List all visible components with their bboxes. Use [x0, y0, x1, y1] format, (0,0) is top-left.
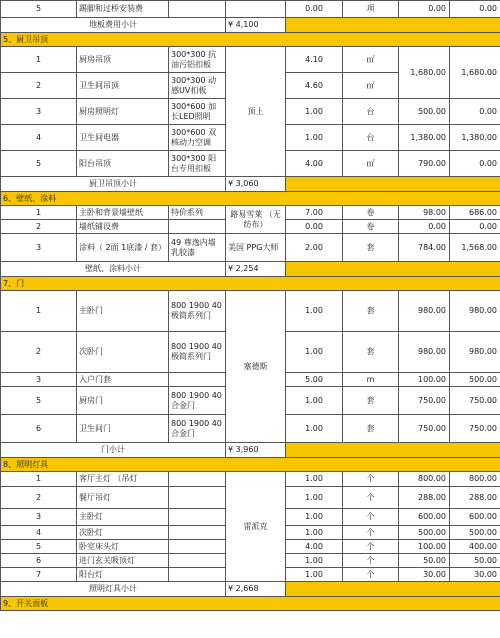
item-brand — [226, 1, 286, 18]
item-price: 790.00 — [399, 151, 450, 177]
item-price: 980.00 — [399, 291, 450, 332]
row-no: 1 — [1, 472, 77, 487]
item-price: 500.00 — [399, 526, 450, 540]
item-unit: 卷 — [343, 220, 399, 234]
item-total: 980.00 — [450, 332, 500, 373]
section-title: 9、开关面板 — [1, 597, 500, 611]
item-spec — [169, 540, 226, 554]
item-name: 阳台灯 — [77, 568, 169, 582]
section-title: 8、照明灯具 — [1, 458, 500, 472]
item-brand: 路易雪莱 （无纺布） — [226, 206, 286, 234]
item-name: 卫生间门 — [77, 415, 169, 443]
subtotal-amount: ¥ 2,668 — [226, 582, 286, 597]
item-unit: 个 — [343, 472, 399, 487]
subtotal-row — [1, 582, 500, 597]
item-qty: 2.00 — [286, 234, 343, 262]
item-unit: 卷 — [343, 206, 399, 220]
section-row — [1, 192, 500, 206]
item-price: 100.00 — [399, 540, 450, 554]
item-spec: 特价系列 — [169, 206, 226, 220]
item-price: 750.00 — [399, 415, 450, 443]
section-row — [1, 458, 500, 472]
item-qty: 1.00 — [286, 125, 343, 151]
item-total: 750.00 — [450, 387, 500, 415]
item-unit: ㎡ — [343, 151, 399, 177]
item-name: 厨房照明灯 — [77, 99, 169, 125]
item-qty: 1.00 — [286, 332, 343, 373]
item-qty: 1.00 — [286, 526, 343, 540]
item-qty: 4.10 — [286, 47, 343, 73]
row-no: 1 — [1, 291, 77, 332]
item-unit: ㎡ — [343, 73, 399, 99]
item-name: 阳台吊顶 — [77, 151, 169, 177]
row-no: 3 — [1, 373, 77, 387]
item-total: 50.00 — [450, 554, 500, 568]
row-no: 2 — [1, 220, 77, 234]
item-spec: 300*300 抗油污铝扣板 — [169, 47, 226, 73]
subtotal-amount: ¥ 3,960 — [226, 443, 286, 458]
item-price: 0.00 — [399, 220, 450, 234]
item-name: 主卧和背景墙壁纸 — [77, 206, 169, 220]
item-qty: 5.00 — [286, 373, 343, 387]
item-spec — [169, 220, 226, 234]
item-spec — [169, 554, 226, 568]
item-qty: 4.60 — [286, 73, 343, 99]
item-total: 0.00 — [450, 220, 500, 234]
item-total: 980.00 — [450, 291, 500, 332]
item-spec: 800 1900 40 合金门 — [169, 415, 226, 443]
item-spec: 300*600 加长LED照明 — [169, 99, 226, 125]
item-price: 100.00 — [399, 373, 450, 387]
section-row — [1, 597, 500, 611]
item-name: 次卧灯 — [77, 526, 169, 540]
item-name: 卫生间吊顶 — [77, 73, 169, 99]
row-no: 5 — [1, 151, 77, 177]
subtotal-amount: ¥ 3,060 — [226, 177, 286, 192]
item-price: 980.00 — [399, 332, 450, 373]
item-total: 750.00 — [450, 415, 500, 443]
item-name: 厨房吊顶 — [77, 47, 169, 73]
row-no: 2 — [1, 332, 77, 373]
item-total: 30.00 — [450, 568, 500, 582]
item-unit: 个 — [343, 554, 399, 568]
row-no: 5 — [1, 1, 77, 18]
item-name: 卧室床头灯 — [77, 540, 169, 554]
subtotal-filler — [286, 582, 500, 597]
subtotal-amount: ¥ 4,100 — [226, 18, 286, 33]
table-row — [1, 472, 500, 487]
item-spec — [169, 568, 226, 582]
item-total: 400.00 — [450, 540, 500, 554]
row-no: 3 — [1, 234, 77, 262]
item-unit: 台 — [343, 125, 399, 151]
item-spec: 300*600 双核动力空调 — [169, 125, 226, 151]
item-total: 0.00 — [450, 151, 500, 177]
item-spec — [169, 1, 226, 18]
item-qty: 1.00 — [286, 472, 343, 487]
item-total: 0.00 — [450, 1, 500, 18]
row-no: 5 — [1, 387, 77, 415]
item-qty: 1.00 — [286, 415, 343, 443]
item-qty: 7.00 — [286, 206, 343, 220]
subtotal-row — [1, 18, 500, 33]
item-price: 800.00 — [399, 472, 450, 487]
subtotal-filler — [286, 18, 500, 33]
item-price: 1,680.00 — [399, 47, 450, 99]
row-no: 4 — [1, 125, 77, 151]
section-title: 7、门 — [1, 277, 500, 291]
item-name: 厨房门 — [77, 387, 169, 415]
section-title: 6、壁纸、涂料 — [1, 192, 500, 206]
item-unit: 个 — [343, 509, 399, 526]
item-unit: m — [343, 373, 399, 387]
item-name: 主卧灯 — [77, 509, 169, 526]
item-total: 1,680.00 — [450, 47, 500, 99]
item-price: 50.00 — [399, 554, 450, 568]
item-spec: 800 1900 40 极简系列门 — [169, 332, 226, 373]
item-unit: 个 — [343, 487, 399, 509]
item-brand: 美国 PPG大师 — [226, 234, 286, 262]
item-unit: 套 — [343, 387, 399, 415]
row-no: 1 — [1, 47, 77, 73]
table-row — [1, 291, 500, 332]
item-name: 墙纸铺设费 — [77, 220, 169, 234]
item-total: 800.00 — [450, 472, 500, 487]
item-unit: 个 — [343, 540, 399, 554]
item-price: 0.00 — [399, 1, 450, 18]
item-qty: 1.00 — [286, 554, 343, 568]
item-qty: 1.00 — [286, 487, 343, 509]
item-brand: 雷派克 — [226, 472, 286, 582]
row-no: 3 — [1, 99, 77, 125]
item-spec: 49 尊逸内墙乳胶漆 — [169, 234, 226, 262]
item-name: 餐厅吊灯 — [77, 487, 169, 509]
item-name: 客厅主灯 （吊灯 — [77, 472, 169, 487]
subtotal-label: 厨卫吊顶小计 — [1, 177, 226, 192]
item-name: 次卧门 — [77, 332, 169, 373]
item-spec: 800 1900 40 合金门 — [169, 387, 226, 415]
item-name: 涂料（ 2面 1底漆 / 套） — [77, 234, 169, 262]
item-total: 500.00 — [450, 526, 500, 540]
item-qty: 4.00 — [286, 540, 343, 554]
item-price: 750.00 — [399, 387, 450, 415]
item-qty: 4.00 — [286, 151, 343, 177]
item-spec: 800 1900 40 极简系列门 — [169, 291, 226, 332]
item-name: 踢脚和过桥安装费 — [77, 1, 169, 18]
item-price: 500.00 — [399, 99, 450, 125]
item-unit: 套 — [343, 291, 399, 332]
item-unit: 套 — [343, 415, 399, 443]
item-total: 600.00 — [450, 509, 500, 526]
item-price: 784.00 — [399, 234, 450, 262]
row-no: 2 — [1, 487, 77, 509]
subtotal-filler — [286, 443, 500, 458]
item-spec — [169, 373, 226, 387]
row-no: 3 — [1, 509, 77, 526]
item-name: 入户门套 — [77, 373, 169, 387]
subtotal-filler — [286, 262, 500, 277]
row-no: 5 — [1, 540, 77, 554]
table-row — [1, 206, 500, 220]
item-brand: 塞德斯 — [226, 291, 286, 443]
section-title: 5、厨卫吊顶 — [1, 33, 500, 47]
table-row — [1, 234, 500, 262]
subtotal-label: 门小计 — [1, 443, 226, 458]
item-unit: 套 — [343, 332, 399, 373]
item-name: 主卧门 — [77, 291, 169, 332]
item-price: 98.00 — [399, 206, 450, 220]
item-qty: 1.00 — [286, 99, 343, 125]
item-qty: 0.00 — [286, 220, 343, 234]
item-unit: 个 — [343, 568, 399, 582]
item-name: 卫生间电器 — [77, 125, 169, 151]
table-row — [1, 47, 500, 73]
item-price: 1,380.00 — [399, 125, 450, 151]
item-spec: 300*300 阳台专用扣板 — [169, 151, 226, 177]
item-spec — [169, 509, 226, 526]
subtotal-row — [1, 262, 500, 277]
row-no: 4 — [1, 526, 77, 540]
table-row — [1, 1, 500, 18]
row-no: 2 — [1, 73, 77, 99]
item-unit: 项 — [343, 1, 399, 18]
item-name: 进门玄关吸顶灯 — [77, 554, 169, 568]
item-qty: 1.00 — [286, 568, 343, 582]
item-spec — [169, 487, 226, 509]
item-qty: 0.00 — [286, 1, 343, 18]
subtotal-row — [1, 177, 500, 192]
item-price: 288.00 — [399, 487, 450, 509]
item-unit: 台 — [343, 99, 399, 125]
row-no: 1 — [1, 206, 77, 220]
item-spec — [169, 472, 226, 487]
subtotal-row — [1, 443, 500, 458]
section-row — [1, 277, 500, 291]
item-price: 30.00 — [399, 568, 450, 582]
item-total: 0.00 — [450, 99, 500, 125]
item-total: 686.00 — [450, 206, 500, 220]
item-unit: 套 — [343, 234, 399, 262]
item-total: 500.00 — [450, 373, 500, 387]
row-no: 7 — [1, 568, 77, 582]
subtotal-label: 照明灯具小计 — [1, 582, 226, 597]
item-unit: ㎡ — [343, 47, 399, 73]
item-total: 288.00 — [450, 487, 500, 509]
row-no: 6 — [1, 415, 77, 443]
item-qty: 1.00 — [286, 291, 343, 332]
item-price: 600.00 — [399, 509, 450, 526]
item-qty: 1.00 — [286, 387, 343, 415]
item-spec: 300*300 动感UV扣板 — [169, 73, 226, 99]
item-qty: 1.00 — [286, 509, 343, 526]
subtotal-amount: ¥ 2,254 — [226, 262, 286, 277]
item-total: 1,568.00 — [450, 234, 500, 262]
subtotal-label: 地板费用小计 — [1, 18, 226, 33]
item-spec — [169, 526, 226, 540]
section-row — [1, 33, 500, 47]
subtotal-label: 壁纸、涂料小计 — [1, 262, 226, 277]
item-brand: 顶上 — [226, 47, 286, 177]
item-unit: 个 — [343, 526, 399, 540]
row-no: 6 — [1, 554, 77, 568]
item-total: 1,380.00 — [450, 125, 500, 151]
subtotal-filler — [286, 177, 500, 192]
